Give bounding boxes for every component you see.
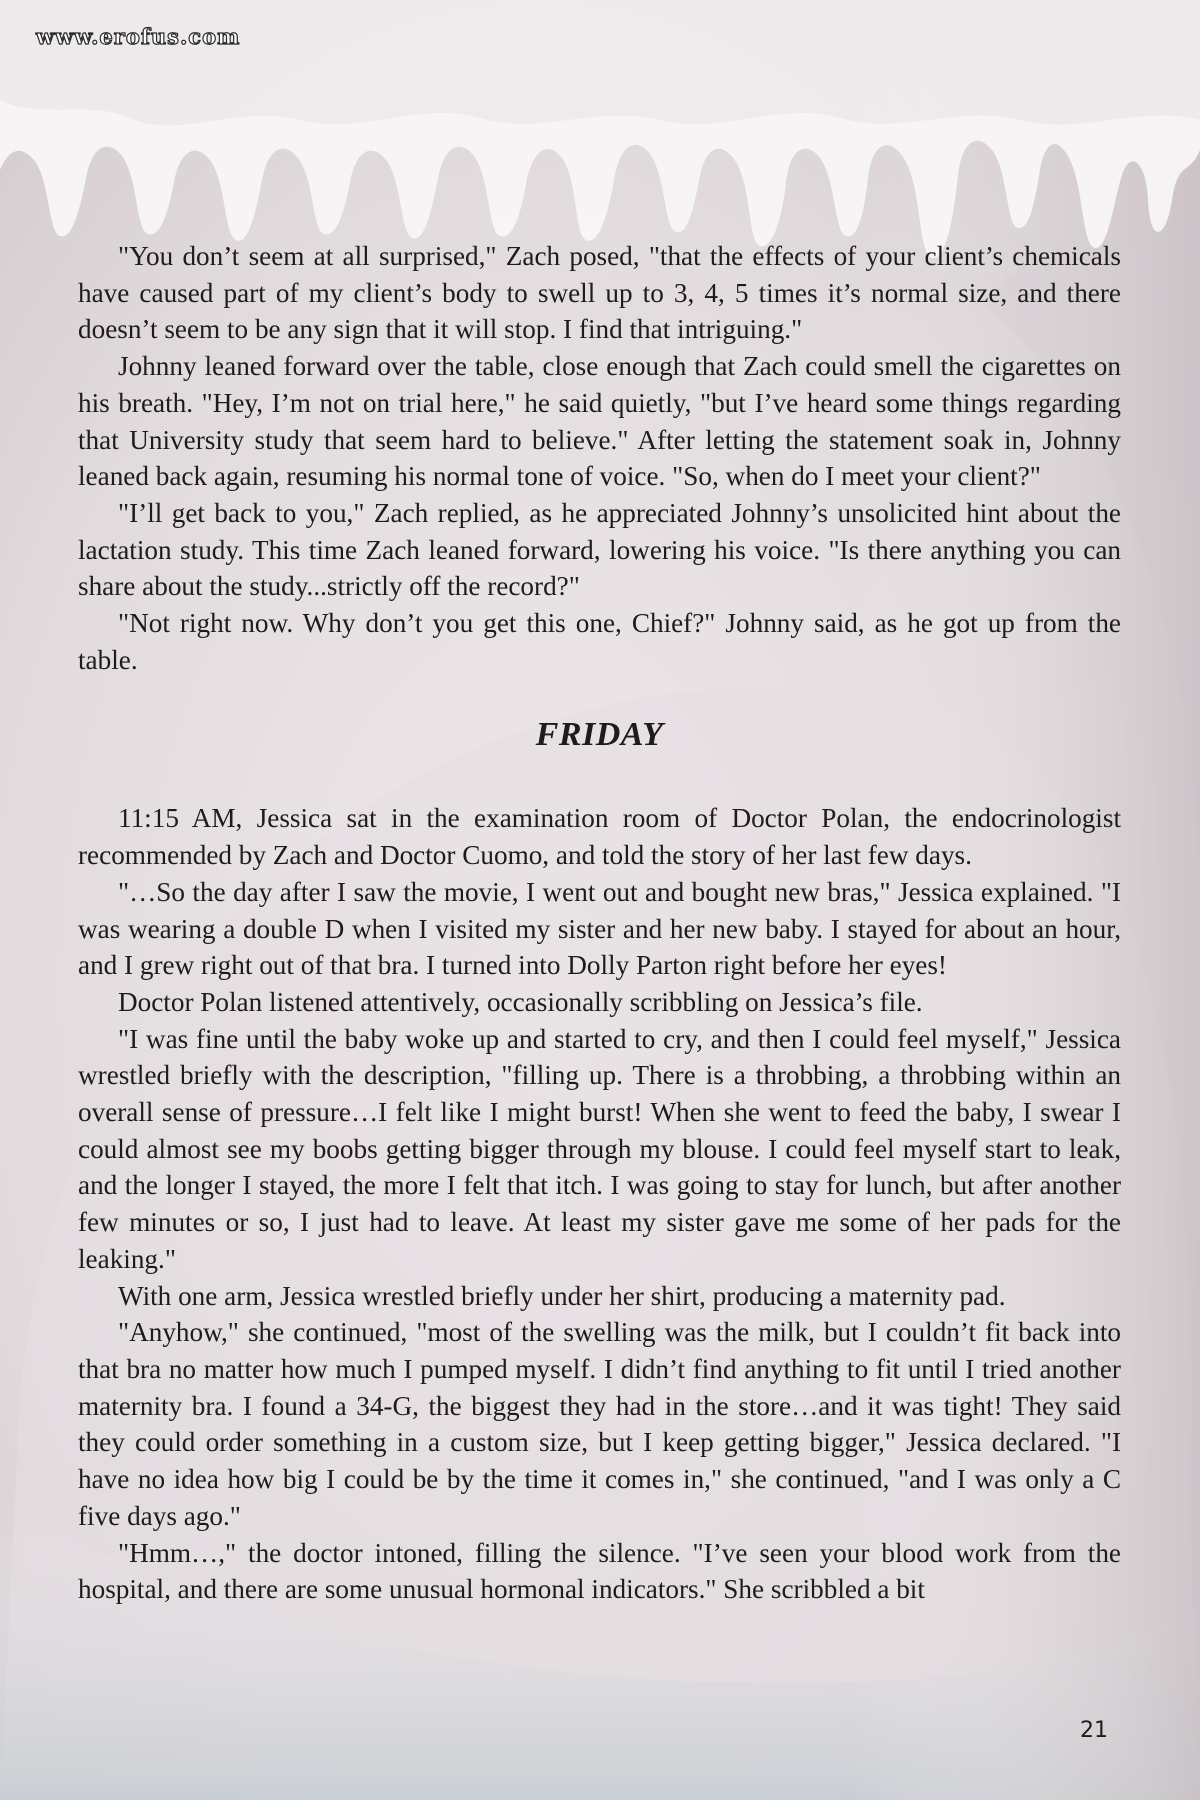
paragraph: Johnny leaned forward over the table, close enough that Zach could smell the cigarettes on his breath. "Hey, I’m not on trial here," he said quietly, "but I’ve heard some things regarding that University study that seem hard to believe." After letting the statement soak in, Johnny leaned back again, resuming his normal tone of voice. "So, when do I meet your client?" <box>78 351 1121 492</box>
paragraph: "…So the day after I saw the movie, I went out and bought new bras," Jessica explained. "I was wearing a double D when I visited my sister and her new baby. I stayed for about an hour, and I grew right out of that bra. I turned into Dolly Parton right before her eyes! <box>78 876 1121 981</box>
friday-scene-text <box>78 800 1121 1607</box>
page-number: 21 <box>1080 1718 1108 1743</box>
paragraph: Doctor Polan listened attentively, occasionally scribbling on Jessica’s file. <box>118 986 923 1017</box>
paragraph: "I’ll get back to you," Zach replied, as he appreciated Johnny’s unsolicited hint about the lactation study. This time Zach leaned forward, lowering his voice. "Is there anything you can share about the study...strictly off the record?" <box>78 497 1121 602</box>
section-heading: FRIDAY <box>535 716 664 754</box>
paragraph: 11:15 AM, Jessica sat in the examination room of Doctor Polan, the endocrinologist recommended by Zach and Doctor Cuomo, and told the story of her last few days. <box>78 803 1121 871</box>
page-content <box>78 238 1121 1608</box>
site-watermark: www.erofus.com <box>36 24 241 49</box>
paragraph: With one arm, Jessica wrestled briefly under her shirt, producing a maternity pad. <box>118 1280 1006 1311</box>
paragraph: "You don’t seem at all surprised," Zach posed, "that the effects of your client’s chemicals have caused part of my client’s body to swell up to 3, 4, 5 times it’s normal size, and there doesn’t seem to be any sign that it will stop. I find that intriguing." <box>78 241 1121 345</box>
opening-scene-text <box>78 238 1121 678</box>
paragraph: "Hmm…," the doctor intoned, filling the silence. "I’ve seen your blood work from the hospital, and there are some unusual hormonal indicators." She scribbled a bit <box>78 1537 1121 1605</box>
paragraph: "Not right now. Why don’t you get this one, Chief?" Johnny said, as he got up from the table. <box>78 608 1121 675</box>
paragraph: "I was fine until the baby woke up and started to cry, and then I could feel myself," Jessica wrestled briefly with the description, "filling up. There is a throbbing, a throbbing within an overall sense of pressure…I felt like I might burst! When she went to feed the baby, I swear I could almost see my boobs getting bigger through my blouse. I could feel myself start to leak, and the longer I stayed, the more I felt that itch. I was going to stay for lunch, but after another few minutes or so, I just had to leave. At least my sister gave me some of her pads for the leaking." <box>78 1023 1121 1274</box>
paragraph: "Anyhow," she continued, "most of the swelling was the milk, but I couldn’t fit back into that bra no matter how much I pumped myself. I didn’t find anything to fit until I tried another maternity bra. I found a 34-G, the biggest they had in the store…and it was tight! They said they could order something in a custom size, but I keep getting bigger," Jessica declared. "I have no idea how big I could be by the time it comes in," she continued, "and I was only a C five days ago." <box>78 1317 1121 1531</box>
